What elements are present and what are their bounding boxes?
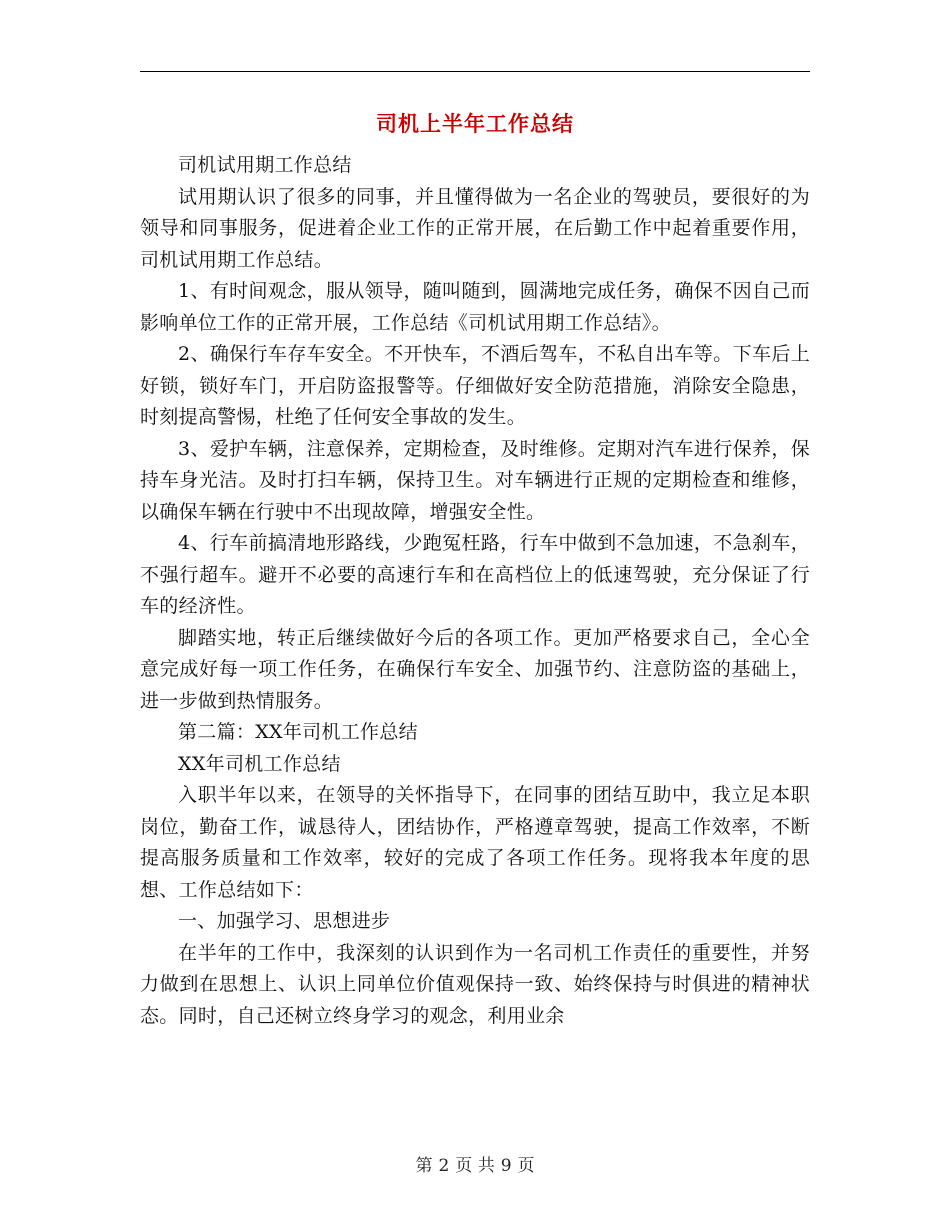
- page-footer: [0, 1154, 950, 1178]
- footer-suffix: 页: [517, 1156, 535, 1176]
- paragraph: 3、爱护车辆，注意保养，定期检查，及时维修。定期对汽车进行保养，保持车身光洁。及时打扫车辆，保持卫生。对车辆进行正规的定期检查和维修，以确保车辆在行驶中不出现故障，增强安全性。: [140, 437, 810, 523]
- paragraph: 脚踏实地，转正后继续做好今后的各项工作。更加严格要求自己，全心全意完成好每一项工作任务，在确保行车安全、加强节约、注意防盗的基础上，进一步做到热情服务。: [140, 626, 810, 712]
- page-number: 2: [438, 1156, 450, 1176]
- footer-prefix: 第: [415, 1156, 433, 1176]
- paragraph: 在半年的工作中，我深刻的认识到作为一名司机工作责任的重要性，并努力做到在思想上、认识上同单位价值观保持一致、始终保持与时俱进的精神状态。同时，自己还树立终身学习的观念，利用业余: [140, 941, 810, 1027]
- section-heading: 第二篇：XX年司机工作总结: [178, 721, 418, 743]
- section-subheading: 一、加强学习、思想进步: [178, 910, 391, 932]
- page-total: 9: [500, 1156, 512, 1176]
- paragraph: 司机试用期工作总结: [178, 154, 352, 176]
- section-subheading: XX年司机工作总结: [178, 752, 341, 775]
- document-body: [140, 150, 810, 1032]
- paragraph: 1、有时间观念，服从领导，随叫随到，圆满地完成任务，确保不因自己而影响单位工作的正常开展，工作总结《司机试用期工作总结》。: [140, 280, 810, 334]
- paragraph: 4、行车前搞清地形路线，少跑冤枉路，行车中做到不急加速，不急刹车，不强行超车。避开不必要的高速行车和在高档位上的低速驾驶，充分保证了行车的经济性。: [140, 532, 810, 617]
- paragraph: 试用期认识了很多的同事，并且懂得做为一名企业的驾驶员，要很好的为领导和同事服务，促进着企业工作的正常开展，在后勤工作中起着重要作用，司机试用期工作总结。: [140, 185, 810, 271]
- paragraph: 入职半年以来，在领导的关怀指导下，在同事的团结互助中，我立足本职岗位，勤奋工作，诚恳待人，团结协作，严格遵章驾驶，提高工作效率，不断提高服务质量和工作效率，较好的完成了各项工作任务。现将我本年度的思想、工作总结如下：: [140, 784, 810, 901]
- footer-middle: 页 共: [455, 1156, 495, 1176]
- header-divider: [140, 71, 810, 72]
- paragraph: 2、确保行车存车安全。不开快车，不酒后驾车，不私自出车等。下车后上好锁，锁好车门，开启防盗报警等。仔细做好安全防范措施，消除安全隐患，时刻提高警惕，杜绝了任何安全事故的发生。: [140, 343, 810, 428]
- document-title: 司机上半年工作总结: [376, 111, 574, 136]
